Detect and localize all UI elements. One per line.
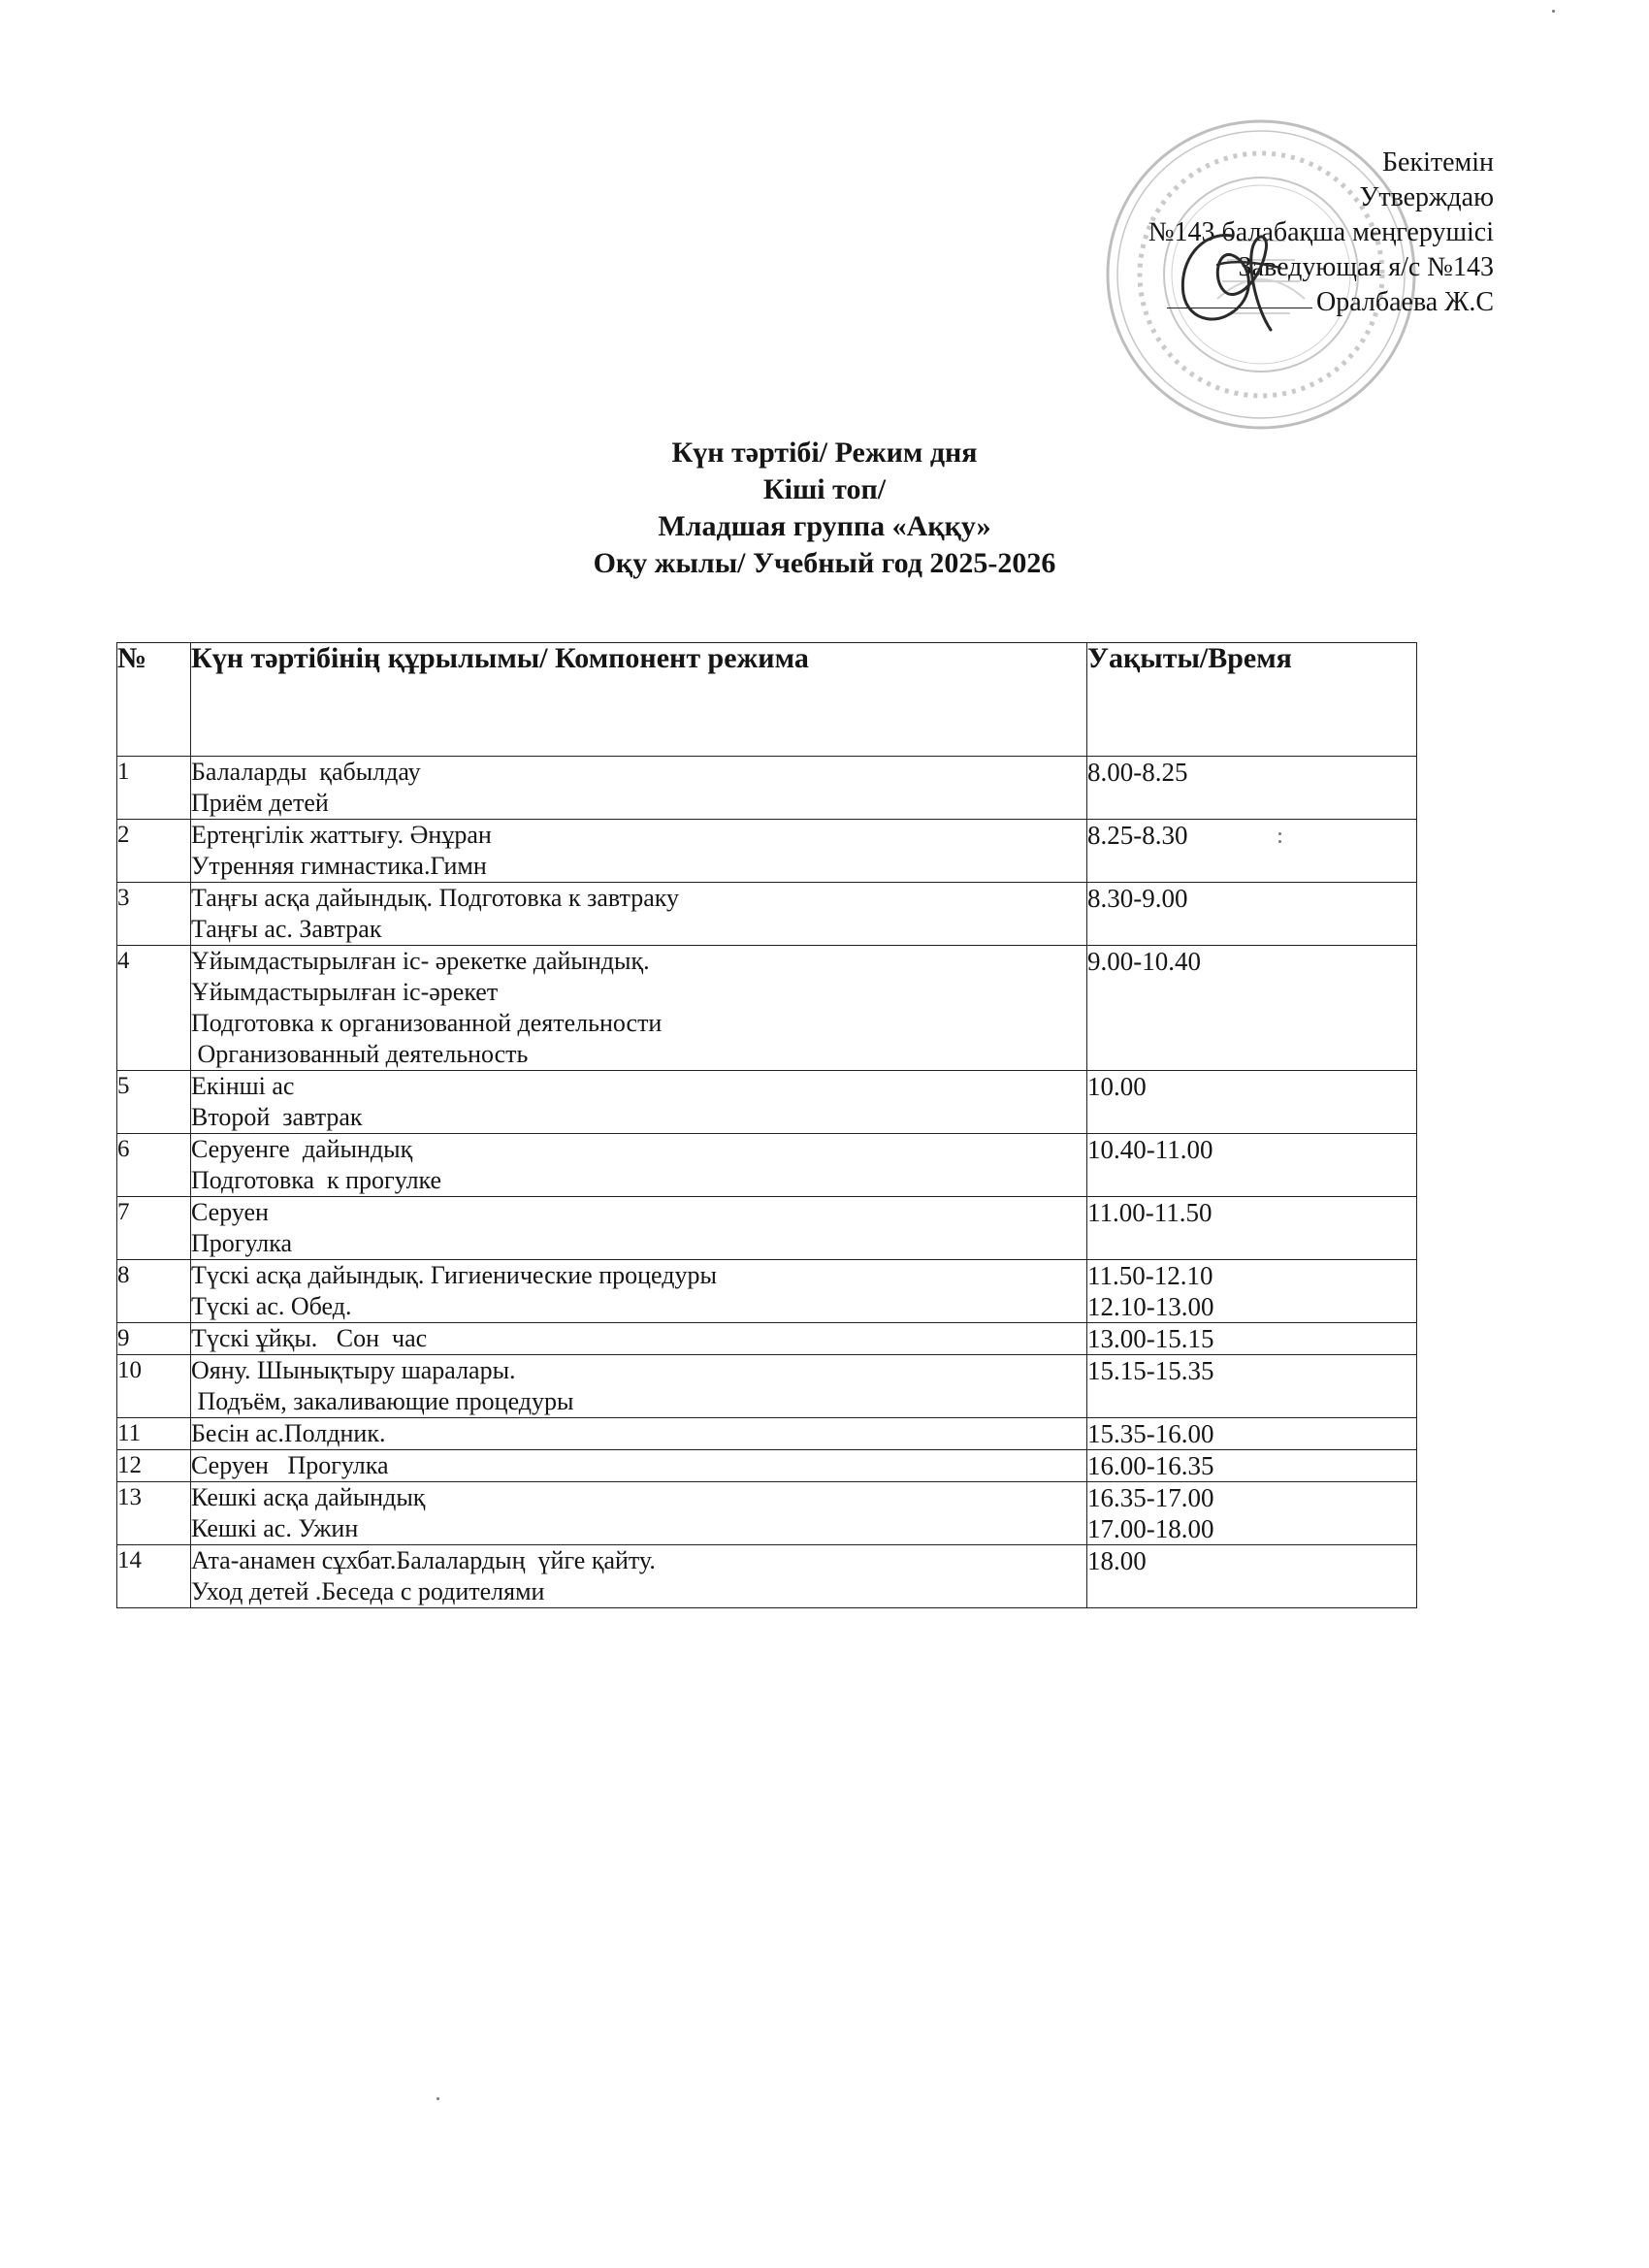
row-number: 11: [117, 1418, 191, 1450]
director-name: Оралбаева Ж.С: [1315, 287, 1494, 317]
table-row: [117, 820, 1417, 883]
table-row: [117, 1323, 1417, 1355]
position-kz: №143 балабақша меңгерушісі: [1148, 217, 1494, 247]
component-line: Подъём, закаливающие процедуры: [191, 1387, 574, 1415]
row-component: [191, 757, 1087, 820]
table-header-row: [117, 643, 1417, 757]
component-line: Ата-анамен сұхбат.Балалардың үйге қайту.: [191, 1546, 656, 1574]
scan-speck: [1278, 832, 1281, 835]
row-number: 8: [117, 1260, 191, 1323]
component-line: Подготовка к организованной деятельности: [191, 1009, 663, 1037]
component-line: Подготовка к прогулке: [191, 1166, 442, 1194]
row-component: [191, 883, 1087, 946]
row-number: 9: [117, 1323, 191, 1355]
row-number: 13: [117, 1482, 191, 1545]
row-time: [1087, 1545, 1417, 1608]
component-line: Приём детей: [191, 789, 329, 817]
row-number: 1: [117, 757, 191, 820]
time-value: 8.25-8.30: [1087, 821, 1188, 850]
row-time: [1087, 946, 1417, 1071]
time-value: 16.35-17.00: [1087, 1483, 1214, 1512]
component-line: Ертеңгілік жаттығу. Әнұран: [191, 821, 492, 849]
component-line: Түскі ұйқы. Сон час: [191, 1324, 428, 1352]
time-value: 11.00-11.50: [1087, 1198, 1212, 1227]
schedule-table: [116, 642, 1417, 1608]
scan-speck: [1278, 840, 1281, 843]
component-line: Серуен Прогулка: [191, 1451, 389, 1479]
table-row: [117, 883, 1417, 946]
table-row: [117, 1418, 1417, 1450]
row-time: [1087, 820, 1417, 883]
table-row: [117, 1134, 1417, 1197]
title-line-4: Оқу жылы/ Учебный год 2025-2026: [593, 547, 1056, 579]
component-line: Кешкі ас. Ужин: [191, 1514, 359, 1542]
header-component: Күн тәртібінің құрылымы/ Компонент режима: [191, 643, 1087, 757]
time-value: 15.15-15.35: [1087, 1356, 1214, 1385]
component-line: Екінші ас: [191, 1072, 295, 1100]
component-line: Бесін ас.Полдник.: [191, 1419, 386, 1447]
row-time: [1087, 1450, 1417, 1482]
table-row: [117, 946, 1417, 1071]
row-number: 12: [117, 1450, 191, 1482]
header-time: Уақыты/Время: [1087, 643, 1417, 757]
row-component: [191, 1197, 1087, 1260]
row-component: [191, 1134, 1087, 1197]
component-line: Таңғы асқа дайындық. Подготовка к завтраку: [191, 884, 680, 912]
component-line: Уход детей .Беседа с родителями: [191, 1577, 545, 1605]
row-component: [191, 1418, 1087, 1450]
component-line: Второй завтрак: [191, 1103, 363, 1131]
scan-speck: [436, 2097, 439, 2100]
position-ru: Заведующая я/с №143: [1238, 252, 1494, 282]
component-line: Кешкі асқа дайындық: [191, 1483, 426, 1511]
table-row: [117, 1450, 1417, 1482]
row-time: [1087, 1071, 1417, 1134]
table-row: [117, 1197, 1417, 1260]
row-time: [1087, 1260, 1417, 1323]
table-row: [117, 1482, 1417, 1545]
component-line: Балаларды қабылдау: [191, 758, 421, 786]
title-line-1: Күн тәртібі/ Режим дня: [671, 437, 978, 469]
component-line: Утренняя гимнастика.Гимн: [191, 852, 487, 880]
component-line: Таңғы ас. Завтрак: [191, 915, 382, 943]
row-number: 5: [117, 1071, 191, 1134]
time-value: 16.00-16.35: [1087, 1451, 1214, 1480]
component-line: Прогулка: [191, 1229, 293, 1257]
row-component: [191, 1323, 1087, 1355]
time-value: 9.00-10.40: [1087, 947, 1201, 976]
title-line-2: Кіші топ/: [762, 473, 887, 505]
row-component: [191, 1355, 1087, 1418]
row-time: [1087, 1134, 1417, 1197]
row-number: 10: [117, 1355, 191, 1418]
schedule-rows: [117, 757, 1417, 1608]
row-component: [191, 1071, 1087, 1134]
component-line: Серуен: [191, 1198, 269, 1226]
approve-kz: Бекітемін: [1381, 147, 1494, 178]
time-value: 10.40-11.00: [1087, 1135, 1213, 1164]
row-time: [1087, 1197, 1417, 1260]
table-row: [117, 1355, 1417, 1418]
approve-ru: Утверждаю: [1359, 182, 1494, 212]
row-component: [191, 1260, 1087, 1323]
component-line: Ұйымдастырылған іс-әрекет: [191, 978, 499, 1006]
component-line: Ұйымдастырылған іс- әрекетке дайындық.: [191, 947, 650, 975]
row-time: [1087, 1355, 1417, 1418]
document-title-block: [0, 435, 1649, 582]
component-line: Түскі асқа дайындық. Гигиенические процедуры: [191, 1261, 717, 1289]
row-time: [1087, 1482, 1417, 1545]
time-value: 10.00: [1087, 1072, 1147, 1101]
row-number: 6: [117, 1134, 191, 1197]
row-number: 2: [117, 820, 191, 883]
handwritten-signature-icon: [1164, 221, 1300, 338]
component-line: Түскі ас. Обед.: [191, 1292, 352, 1320]
scan-speck: [1552, 10, 1555, 13]
row-time: [1087, 883, 1417, 946]
time-value: 18.00: [1087, 1546, 1147, 1575]
row-number: 7: [117, 1197, 191, 1260]
row-component: [191, 820, 1087, 883]
time-value: 17.00-18.00: [1087, 1514, 1214, 1543]
table-row: [117, 1545, 1417, 1608]
row-time: [1087, 1418, 1417, 1450]
table-row: [117, 1260, 1417, 1323]
title-line-3: Младшая группа «Аққу»: [658, 510, 991, 542]
row-component: [191, 1545, 1087, 1608]
row-number: 4: [117, 946, 191, 1071]
row-time: [1087, 757, 1417, 820]
time-value: 11.50-12.10: [1087, 1261, 1213, 1290]
time-value: 8.30-9.00: [1087, 884, 1188, 913]
row-number: 14: [117, 1545, 191, 1608]
row-component: [191, 1450, 1087, 1482]
row-number: 3: [117, 883, 191, 946]
table-row: [117, 1071, 1417, 1134]
time-value: 13.00-15.15: [1087, 1324, 1214, 1353]
row-component: [191, 946, 1087, 1071]
component-line: Ояну. Шынықтыру шаралары.: [191, 1356, 516, 1384]
time-value: 8.00-8.25: [1087, 758, 1188, 787]
time-value: 12.10-13.00: [1087, 1292, 1214, 1321]
component-line: Организованный деятельность: [191, 1040, 529, 1068]
component-line: Серуенге дайындық: [191, 1135, 413, 1163]
row-component: [191, 1482, 1087, 1545]
time-value: 15.35-16.00: [1087, 1419, 1214, 1448]
row-time: [1087, 1323, 1417, 1355]
header-number: №: [117, 643, 191, 757]
table-row: [117, 757, 1417, 820]
